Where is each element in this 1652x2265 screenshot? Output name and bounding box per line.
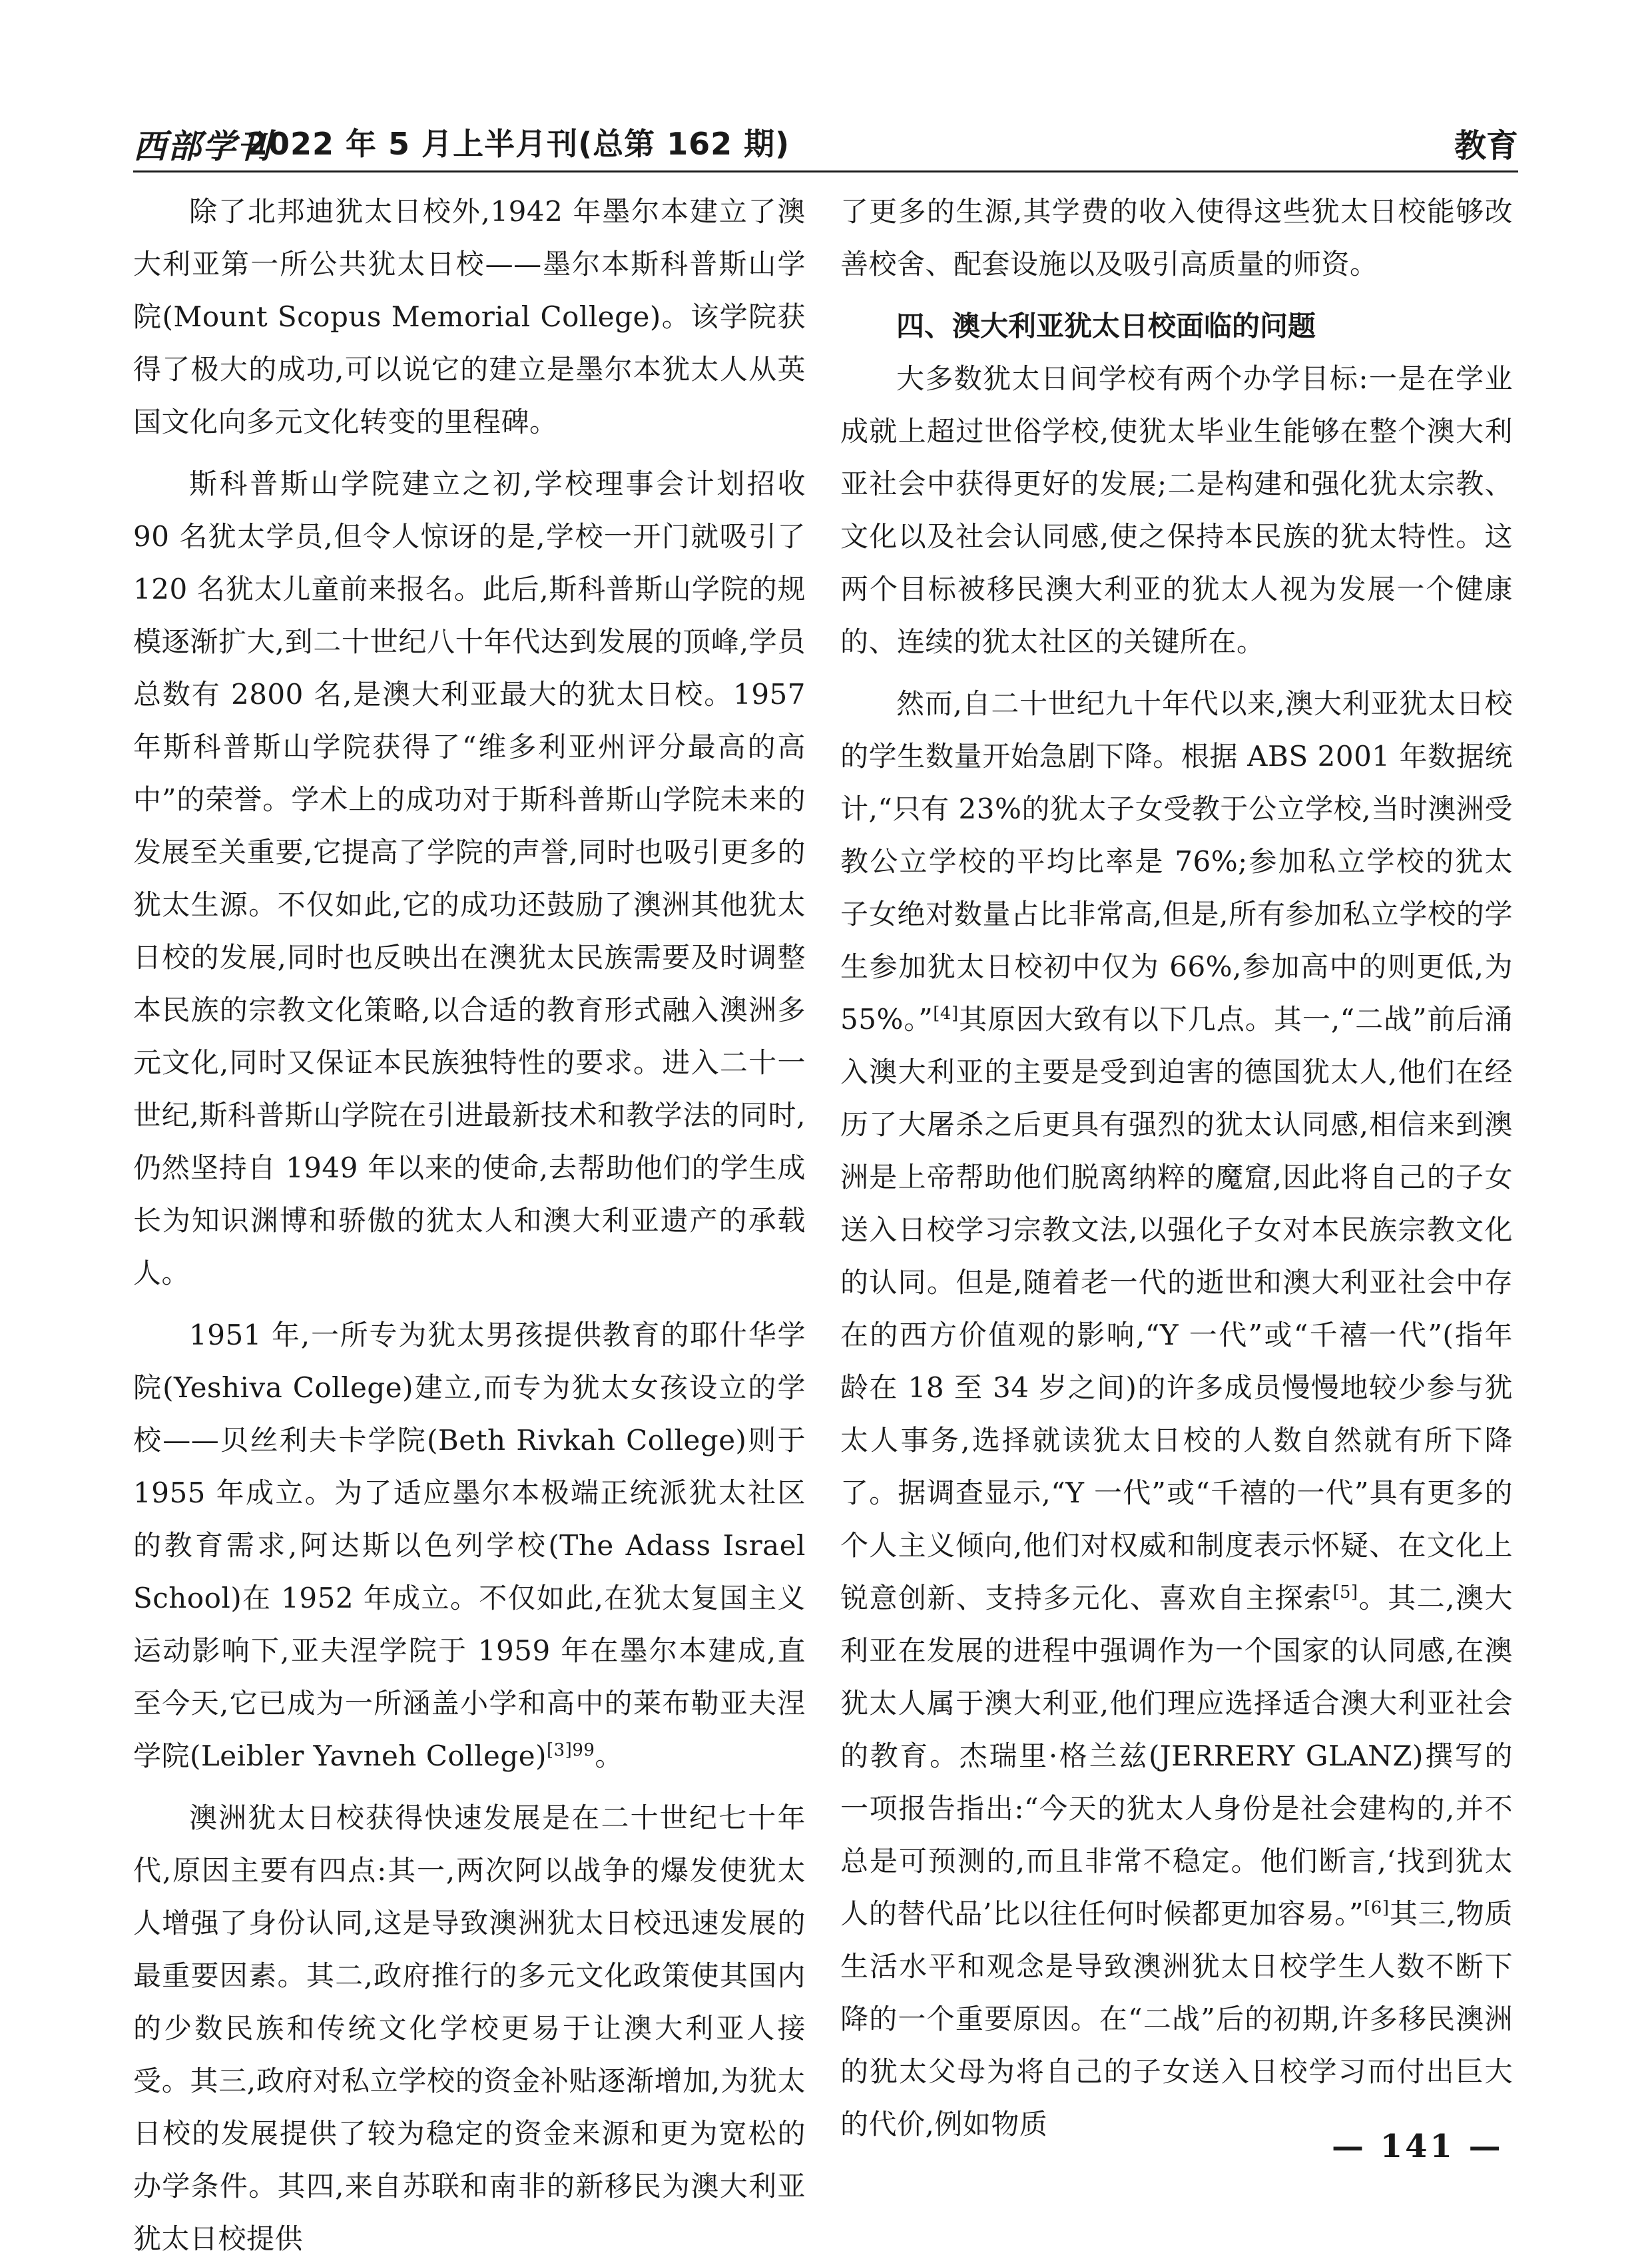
- citation-ref: [4]: [933, 1004, 959, 1024]
- paragraph-text: 。: [595, 1740, 623, 1772]
- paragraph: 除了北邦迪犹太日校外,1942 年墨尔本建立了澳大利亚第一所公共犹太日校——墨尔本斯科普斯山学院(Mount Scopus Memorial College)。该学院获得了极大的成功,可以说它的建立是墨尔本犹太人从英国文化向多元文化转变的里程碑。: [133, 195, 806, 438]
- paragraph: 澳洲犹太日校获得快速发展是在二十世纪七十年代,原因主要有四点:其一,两次阿以战争的爆发使犹太人增强了身份认同,这是导致澳洲犹太日校迅速发展的最重要因素。其二,政府推行的多元文化政策使其国内的少数民族和传统文化学校更易于让澳大利亚人接受。其三,政府对私立学校的资金补贴逐渐增加,为犹太日校的发展提供了较为稳定的资金来源和更为宽松的办学条件。其四,来自苏联和南非的新移民为澳大利亚犹太日校提供: [133, 1801, 806, 2255]
- paragraph-text: 然而,自二十世纪九十年代以来,澳大利亚犹太日校的学生数量开始急剧下降。根据 ABS 2001 年数据统计,“只有 23%的犹太子女受教于公立学校,当时澳洲受教公立学校的平均比率是 76%;参加私立学校的犹太子女绝对数量占比非常高,但是,所有参加私立学校的学生参加犹太日校初中仅为 66%,参加高中的则更低,为 55%。”: [840, 687, 1513, 1036]
- right-column: [840, 185, 1513, 2183]
- paragraph: 大多数犹太日间学校有两个办学目标:一是在学业成就上超过世俗学校,使犹太毕业生能够在整个澳大利亚社会中获得更好的发展;二是构建和强化犹太宗教、文化以及社会认同感,使之保持本民族的犹太特性。这两个目标被移民澳大利亚的犹太人视为发展一个健康的、连续的犹太社区的关键所在。: [840, 362, 1513, 658]
- section-label: 教育: [1454, 127, 1518, 164]
- citation-ref: [6]: [1364, 1898, 1390, 1918]
- section-heading: 四、澳大利亚犹太日校面临的问题: [896, 310, 1316, 342]
- paragraph-text: 其原因大致有以下几点。其一,“二战”前后涌入澳大利亚的主要是受到迫害的德国犹太人,他们在经历了大屠杀之后更具有强烈的犹太认同感,相信来到澳洲是上帝帮助他们脱离纳粹的魔窟,因此将自己的子女送入日校学习宗教文法,以强化子女对本民族宗教文化的认同。但是,随着老一代的逝世和澳大利亚社会中存在的西方价值观的影响,“Y 一代”或“千禧一代”(指年龄在 18 至 34 岁之间)的许多成员慢慢地较少参与犹太人事务,选择就读犹太日校的人数自然就有所下降了。据调查显示,“Y 一代”或“千禧的一代”具有更多的个人主义倾向,他们对权威和制度表示怀疑、在文化上锐意创新、支持多元化、喜欢自主探索: [840, 1003, 1513, 1614]
- journal-logo: 西部学刊: [133, 127, 272, 166]
- paragraph: 了更多的生源,其学费的收入使得这些犹太日校能够改善校舍、配套设施以及吸引高质量的师资。: [840, 195, 1513, 280]
- paragraph: [840, 677, 1513, 2150]
- issue-info: 2022 年 5 月上半月刊(总第 162 期): [246, 126, 790, 162]
- paragraph-text: 1951 年,一所专为犹太男孩提供教育的耶什华学院(Yeshiva College)建立,而专为犹太女孩设立的学校——贝丝利夫卡学院(Beth Rivkah College)则于 1955 年成立。为了适应墨尔本极端正统派犹太社区的教育需求,阿达斯以色列学校(The Adass Israel School)在 1952 年成立。不仅如此,在犹太复国主义运动影响下,亚夫涅学院于 1959 年在墨尔本建成,直至今天,它已成为一所涵盖小学和高中的莱布勒亚夫涅学院(Leibler Yavneh College): [133, 1319, 806, 1772]
- paragraph: 斯科普斯山学院建立之初,学校理事会计划招收 90 名犹太学员,但令人惊讶的是,学校一开门就吸引了 120 名犹太儿童前来报名。此后,斯科普斯山学院的规模逐渐扩大,到二十世纪八十年代达到发展的顶峰,学员总数有 2800 名,是澳大利亚最大的犹太日校。1957 年斯科普斯山学院获得了“维多利亚州评分最高的高中”的荣誉。学术上的成功对于斯科普斯山学院未来的发展至关重要,它提高了学院的声誉,同时也吸引更多的犹太生源。不仅如此,它的成功还鼓励了澳洲其他犹太日校的发展,同时也反映出在澳犹太民族需要及时调整本民族的宗教文化策略,以合适的教育形式融入澳洲多元文化,同时又保证本民族独特性的要求。进入二十一世纪,斯科普斯山学院在引进最新技术和教学法的同时,仍然坚持自 1949 年以来的使命,去帮助他们的学生成长为知识渊博和骄傲的犹太人和澳大利亚遗产的承载人。: [133, 468, 806, 1289]
- paragraph: [133, 1309, 806, 1782]
- page-header: [133, 113, 1518, 166]
- page-number: — 141 —: [1332, 2128, 1504, 2165]
- citation-ref: [3]99: [546, 1740, 595, 1760]
- paragraph-text: 。其二,澳大利亚在发展的进程中强调作为一个国家的认同感,在澳犹太人属于澳大利亚,他们理应选择适合澳大利亚社会的教育。杰瑞里·格兰兹(JERRERY GLANZ)撰写的一项报告指出:“今天的犹太人身份是社会建构的,并不总是可预测的,而且非常不稳定。他们断言,‘找到犹太人的替代品’比以往任何时候都更加容易。”: [840, 1582, 1513, 1930]
- paragraph-text: 其三,物质生活水平和观念是导致澳洲犹太日校学生人数不断下降的一个重要原因。在“二战”后的初期,许多移民澳洲的犹太父母为将自己的子女送入日校学习而付出巨大的代价,例如物质: [840, 1897, 1513, 2140]
- citation-ref: [5]: [1332, 1582, 1358, 1602]
- header-rule: [133, 170, 1518, 172]
- left-column: [133, 185, 806, 2255]
